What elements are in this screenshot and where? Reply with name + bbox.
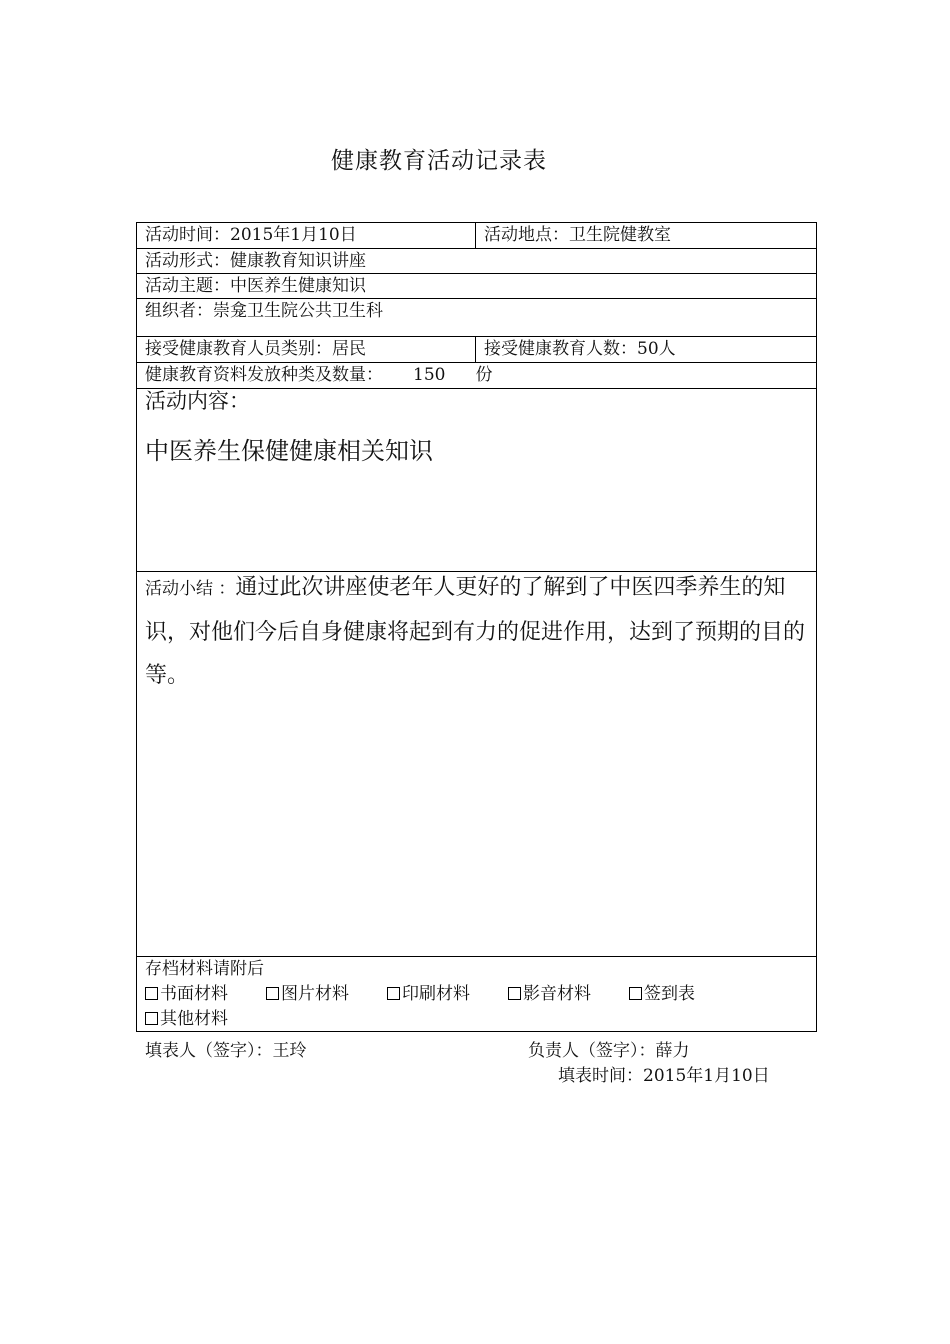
row-audience bbox=[137, 337, 816, 363]
activity-time-value: 2015年1月10日 bbox=[230, 225, 357, 245]
row-activity-form bbox=[137, 249, 816, 274]
archive-option-photos[interactable] bbox=[266, 982, 349, 1007]
archive-option-signin-sheet[interactable] bbox=[629, 982, 695, 1007]
audience-count-label: 接受健康教育人数： bbox=[484, 339, 637, 359]
activity-time-cell bbox=[137, 223, 476, 248]
archive-option-written[interactable] bbox=[145, 982, 228, 1007]
content-label: 活动内容： bbox=[145, 389, 250, 413]
materials-quantity: 150 bbox=[413, 365, 446, 385]
summary-block bbox=[137, 566, 816, 697]
record-form-table bbox=[136, 222, 817, 1032]
activity-form-label: 活动形式： bbox=[145, 251, 230, 271]
archive-option-label: 书面材料 bbox=[160, 984, 228, 1004]
archive-label: 存档材料请附后 bbox=[145, 959, 264, 979]
row-activity-content bbox=[137, 389, 816, 572]
checkbox-icon bbox=[145, 987, 158, 1000]
checkbox-icon bbox=[387, 987, 400, 1000]
activity-place-label: 活动地点： bbox=[484, 225, 569, 245]
checkbox-icon bbox=[266, 987, 279, 1000]
archive-options-line bbox=[137, 982, 816, 1007]
audience-count-cell bbox=[476, 337, 684, 362]
activity-theme-label: 活动主题： bbox=[145, 276, 230, 296]
audience-count-value: 50人 bbox=[637, 339, 676, 359]
activity-place-value: 卫生院健教室 bbox=[569, 225, 671, 245]
row-activity-summary bbox=[137, 566, 816, 957]
row-time-place bbox=[137, 223, 816, 249]
row-organizer bbox=[137, 299, 816, 337]
activity-time-label: 活动时间： bbox=[145, 225, 230, 245]
summary-label: 活动小结 ： bbox=[145, 579, 236, 599]
checkbox-icon bbox=[629, 987, 642, 1000]
archive-option-label: 印刷材料 bbox=[402, 984, 470, 1004]
content-text: 中医养生保健健康相关知识 bbox=[145, 437, 433, 465]
row-archive-materials bbox=[137, 957, 816, 1031]
archive-options-line-2 bbox=[137, 1007, 816, 1032]
organizer-value: 崇龛卫生院公共卫生科 bbox=[213, 301, 383, 321]
row-activity-theme bbox=[137, 274, 816, 299]
archive-option-other[interactable] bbox=[145, 1007, 228, 1032]
checkbox-icon bbox=[508, 987, 521, 1000]
archive-option-label: 图片材料 bbox=[281, 984, 349, 1004]
archive-option-audiovisual[interactable] bbox=[508, 982, 591, 1007]
checkbox-icon bbox=[145, 1012, 158, 1025]
page-title: 健康教育活动记录表 bbox=[331, 148, 547, 174]
audience-type-cell bbox=[137, 337, 476, 362]
fill-date: 填表时间：2015年1月10日 bbox=[558, 1066, 770, 1086]
materials-label: 健康教育资料发放种类及数量： bbox=[145, 365, 383, 385]
activity-place-cell bbox=[476, 223, 679, 248]
materials-unit: 份 bbox=[475, 365, 493, 385]
organizer-label: 组织者： bbox=[145, 301, 213, 321]
responsible-person-signature: 负责人（签字）：薛力 bbox=[528, 1041, 690, 1061]
activity-theme-value: 中医养生健康知识 bbox=[230, 276, 366, 296]
activity-form-value: 健康教育知识讲座 bbox=[230, 251, 366, 271]
archive-option-label: 影音材料 bbox=[523, 984, 591, 1004]
archive-option-label: 其他材料 bbox=[160, 1009, 228, 1029]
row-materials bbox=[137, 363, 816, 389]
audience-type-label: 接受健康教育人员类别： bbox=[145, 339, 332, 359]
audience-type-value: 居民 bbox=[332, 339, 366, 359]
summary-text: 通过此次讲座使老年人更好的了解到了中医四季养生的知识，对他们今后自身健康将起到有力的促进作用，达到了预期的目的等。 bbox=[145, 575, 806, 688]
archive-option-printed[interactable] bbox=[387, 982, 470, 1007]
form-filler-signature: 填表人（签字）：王玲 bbox=[145, 1041, 307, 1061]
archive-option-label: 签到表 bbox=[644, 984, 695, 1004]
